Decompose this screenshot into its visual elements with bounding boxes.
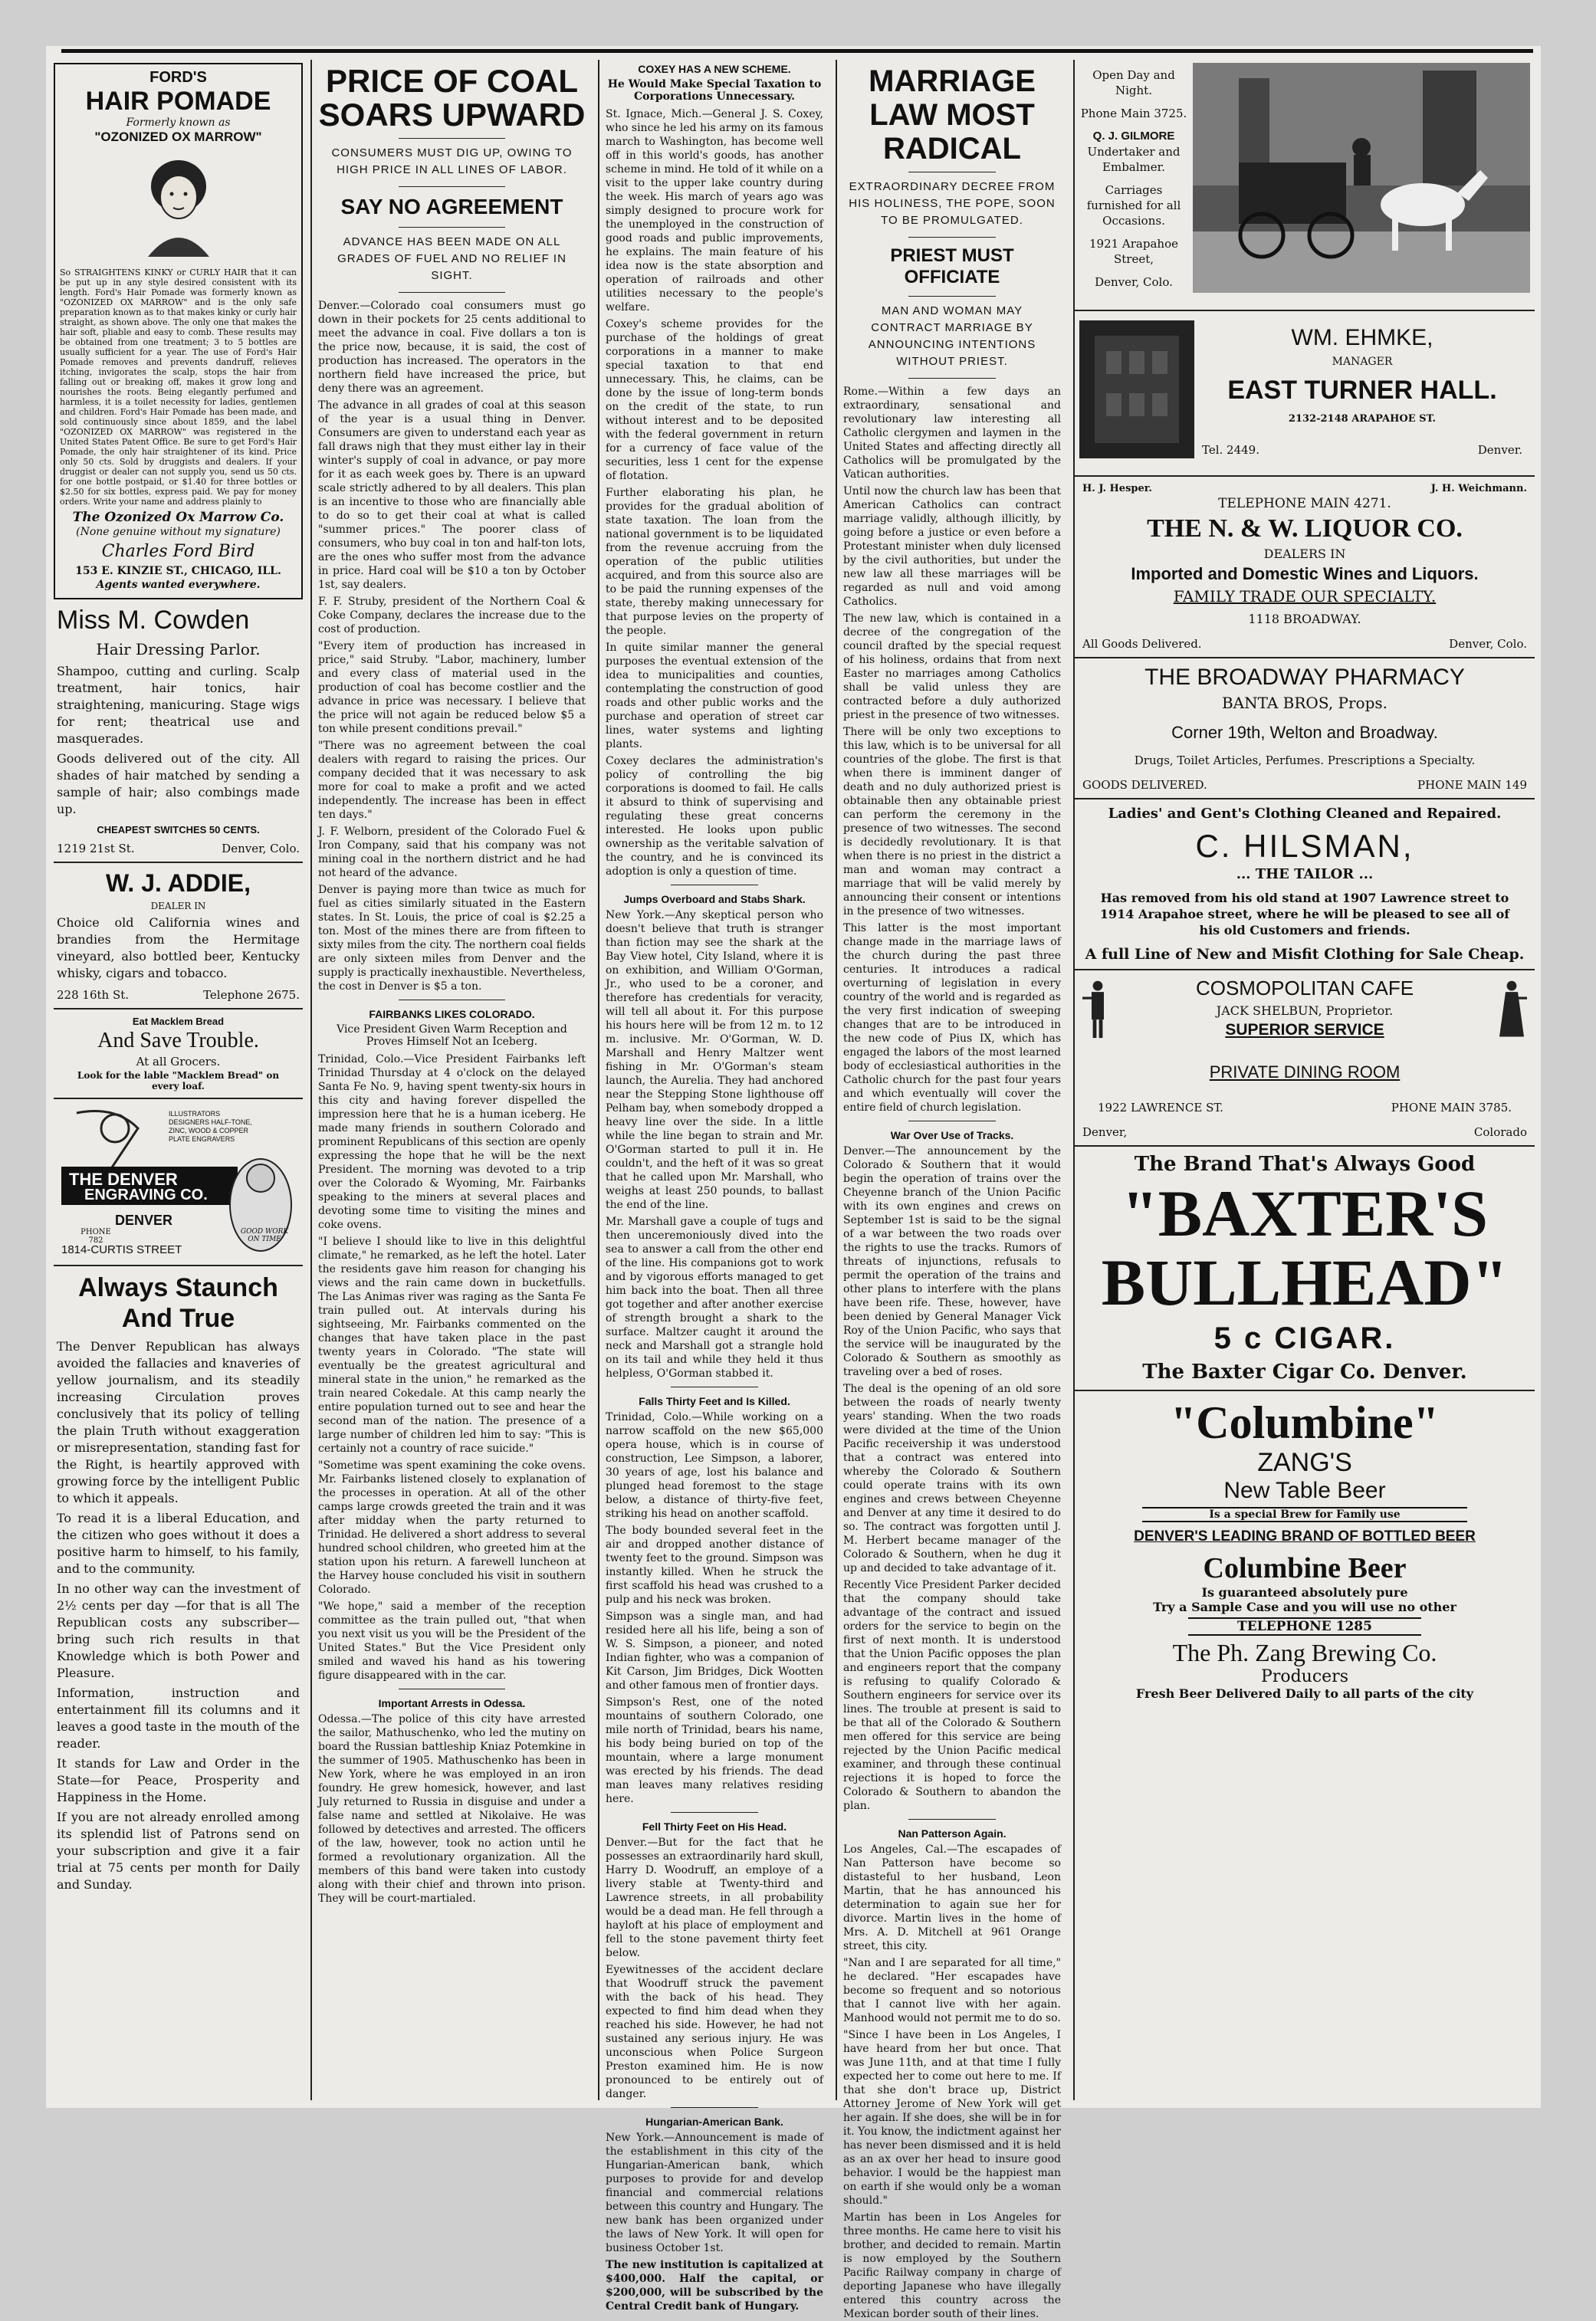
cafe-name: COSMOPOLITAN CAFE — [1195, 977, 1414, 1000]
liquor-delivered: All Goods Delivered. — [1082, 637, 1202, 651]
cowden-body-2: Goods delivered out of the city. All shades of hair matched by sending a sample of hair; also combings made up. — [57, 751, 300, 816]
liquor-dealers: DEALERS IN — [1263, 547, 1346, 561]
hilsman-top: Ladies' and Gent's Clothing Cleaned and Repaired. — [1108, 806, 1502, 822]
liquor-ad — [1075, 483, 1535, 651]
cafe-ad — [1075, 977, 1535, 1139]
nan-p1: Los Angeles, Cal.—The escapades of Nan Patterson have become so distasteful to her husband, Leon Martin, that he has announced his determination to again sue her for divorce. Martin lives in the home of Mrs. A. D. Mitchell at 961 Orange street, this city. — [843, 1843, 1061, 1952]
ford-hair-pomade-ad — [54, 63, 303, 599]
coal-headline-2: SAY NO AGREEMENT — [340, 195, 563, 218]
war-p2: The deal is the opening of an old sore between the roads of nearly twenty years' standing. When the two roads were divided at the time of the Union Pacific receivership it was understood that a contract was entered into whereby the Colorado & Southern could operate trains with its own engines and crews between Cheyenne and Denver at any time it desired to do so. The contract was forgotten until J. M. Herbert became manager of the Colorado & Southern, when he dug it up and decided to take advantage of it. — [843, 1383, 1061, 1574]
odessa-p1: Odessa.—The police of this city have arrested the sailor, Mathuschenko, who led the mutiny on board the Russian battleship Kniaz Potemkine in the summer of 1905. Mathuschenko has been in New York, where he was employed in an iron foundry. He grew homesick, however, and last July returned to Russia in disguise and under a false name and settled at Nikolaive. He was followed by detectives and arrested. The officers of the law, however, took no action until he formed a revolutionary organization. All the members of this band were taken into custody along with their chief and thrown into prison. They will be court-martialed. — [318, 1713, 586, 1905]
fairbanks-p2: "I believe I should like to live in this delightful climate," he remarked, as he left the hotel. Later the residents gave him reason for changing his views and the rain came down in bucketfulls. The Las Animas river was raging as the Santa Fe train pulled out. At intervals during his sightseeing, Mr. Fairbanks commented on the changes that have taken place in the past twenty years in Colorado. "The state will eventually be the greatest agricultural and mineral state in the union," he remarked as the train neared Cokedale. At this camp nearly the entire population turned out to see and hear the second man of the nation. The presence of a large number of children led him to say: "This is certainly not a country of race suicide." — [318, 1236, 586, 1455]
ford-signature: Charles Ford Bird — [101, 542, 255, 561]
baxter-name-1: "BAXTER'S — [1121, 1177, 1488, 1250]
cafe-city-row — [1082, 1125, 1527, 1139]
cafe-state: Colorado — [1473, 1125, 1527, 1139]
cafe-dining: PRIVATE DINING ROOM — [1209, 1062, 1401, 1082]
engraving-motto: GOOD WORK ON TIME — [240, 1228, 289, 1243]
baxter-ad — [1075, 1153, 1535, 1384]
fell-p1: Denver.—But for the fact that he possesses an extraordinarily hard skull, Harry D. Woodruff, an employe of a livery stable at Twenty-third and Lawrence streets, in all probability would be a dead man. He fell through a hayloft at his place of employment and fell to the stone pavement thirty feet below. — [606, 1837, 823, 1959]
cowden-cheapest: CHEAPEST SWITCHES 50 CENTS. — [97, 824, 260, 835]
odessa-headline: Important Arrests in Odessa. — [378, 1697, 526, 1709]
zang-columbine: Columbine Beer — [1203, 1552, 1407, 1584]
macklem-line-4: Look for the lable "Macklem Bread" on every loaf. — [77, 1070, 280, 1092]
engraving-phone: PHONE 782 — [80, 1228, 111, 1245]
coxey-p5: Coxey declares the administration's policy of controlling the big corporations is doomed to fail. He calls it absurd to think of supervising and regulating these great concerns interested. He looks upon public ownership as the veritable salvation of the country, and he is convinced its adoption is only a question of time. — [606, 755, 823, 878]
cafe-phone: PHONE MAIN 3785. — [1391, 1101, 1512, 1115]
coal-article — [312, 64, 592, 1906]
waiter-icon — [1082, 977, 1113, 1042]
liquor-wines: Imported and Domestic Wines and Liquors. — [1131, 564, 1479, 583]
staunch-p6: If you are not already enrolled among its splendid list of Patrons send on your subscription and give it a fair trial at 75 cents per month for Daily and Sunday. — [57, 1810, 300, 1892]
staunch-p1: The Denver Republican has always avoided the fallacies and knaveries of yellow journalism, and its steadily increasing Circulation proves conclusively that its policy of telling the plain Truth without exaggeration or misrepresentation, standing fast for the Right, is heartily approved with growing force by the intelligent Public to which it appeals. — [57, 1339, 300, 1505]
addie-phone: Telephone 2675. — [203, 988, 300, 1002]
liquor-footer-row — [1082, 637, 1527, 651]
fairbanks-p1: Trinidad, Colo.—Vice President Fairbanks left Trinidad Thursday at 4 o'clock on the delayed Santa Fe No. 9, having spent twenty-six hours in this city and having forever dispelled the impression here that he is a human iceberg. He made many friends in southern Colorado and prominent Republicans of this section are openly expressing the hope that he will be the next President. The morning was devoted to a trip over the Colorado & Wyoming, Mr. Fairbanks speaking to the miners at several places and devoting some time to visiting the mines and coke ovens. — [318, 1053, 586, 1231]
gilmore-ad — [1075, 60, 1535, 304]
ehmke-tel-row — [1194, 443, 1530, 457]
coxey-p4: In quite similar manner the general purposes the eventual extension of the idea to municipalities and counties, contemplating the construction of good roads and other public works and the purchase and operation of street car lines, water systems and lighting plants. — [606, 642, 823, 750]
zang-company: The Ph. Zang Brewing Co. — [1172, 1639, 1437, 1666]
nan-p2: "Nan and I are separated for all time," he declared. "Her escapades have become so frequent and so notorious that I cannot live with her again. Manhood would not permit me to do so. — [843, 1957, 1061, 2024]
gilmore-address: 1921 Arapahoe Street, — [1089, 237, 1178, 266]
coal-p4: "Every item of production has increased in price," said Struby. "Labor, machinery, lumber and every class of material used in the production of coal has become costlier and the advance in price was necessary. I believe that the price will not again be reduced below $5 a ton while present conditions prevail." — [318, 640, 586, 735]
coal-p6: J. F. Welborn, president of the Colorado Fuel & Iron Company, said that his company was not mining coal in the northern district and he had not heard of the advance. — [318, 826, 586, 879]
divider — [908, 1819, 996, 1820]
cowden-address-row — [57, 842, 300, 855]
denver-engraving-ad — [54, 1105, 303, 1259]
ford-title: HAIR POMADE — [85, 87, 271, 116]
marriage-article — [837, 64, 1067, 2321]
marriage-p3: The new law, which is contained in a decree of the congregation of the council drafted by the special request of his holiness, ordains that from next Easter no marriages among Catholics shall be valid unless they are contracted before a duly authorized priest in the presence of two witnesses. — [843, 612, 1061, 721]
cowden-ad — [54, 606, 303, 855]
waitress-icon — [1496, 977, 1527, 1042]
liquor-phone: TELEPHONE MAIN 4271. — [1218, 496, 1391, 511]
coal-p2: The advance in all grades of coal at this season of the year is a usual thing in Denver. Consumers are given to understand each year as fall draws nigh that they must either lay in their winter's supply of coal in advance, or pay more for it as each week goes by. There is an upward scale strictly adhered to by all dealers. This plan is an incentive to those who are financially able to do so to get their coal at what is called "summer prices." The poorer class of consumers, who buy coal in ton and half-ton lots, are the ones who suffer most from the advance in price. Hard coal will be $10 a ton by October 1st, say dealers. — [318, 399, 586, 591]
turner-hall-photo-icon — [1079, 320, 1194, 458]
ford-company: The Ozonized Ox Marrow Co. — [72, 510, 284, 525]
fairbanks-p3: "Sometime was spent examining the coke ovens. Mr. Fairbanks listened closely to explanation of the processes in operation. At all of the other camps large crowds greeted the train and it was after midday when the party returned to Trinidad. He delivered a short address to several hundred school children, who greeted him at the station upon his return. A farewell luncheon at the Harvey house concluded his visit in southern Colorado. — [318, 1459, 586, 1596]
coal-deck-1: CONSUMERS MUST DIG UP, OWING TO HIGH PRICE IN ALL LINES OF LABOR. — [331, 146, 573, 176]
jump-p1: New York.—Any skeptical person who doesn't believe that truth is stranger than fiction may see the shark at the Bay View hotel, City Island, where it is on exhibition, and William O'Gorman, Jr., who used to be a coroner, and therefore has credentials for veracity, will tell all about it. For this purpose his hours here will be from 12 m. to 12 m. inclusive. Mr. O'Gorman, W. D. Marshall and Henry Maltzer went fishing in Mr. O'Gorman's steam launch, the Aurelia. They had anchored near the Stepping Stone lighthouse off Pelham bay, when somebody dropped a heavy line over the side. In a little while the line began to strain and Mr. O'Gorman started to pull it in. He couldn't, and the heft of it was so great that he called upon Mr. Marshall, who weighs at least 250 pounds, to ballast the end of the line. — [606, 909, 823, 1211]
addie-ad — [54, 869, 303, 1002]
coal-p3: F. F. Struby, president of the Northern Coal & Coke Company, declares the increase due to the cost of production. — [318, 596, 586, 635]
liquor-names-row — [1082, 483, 1527, 494]
liquor-left-name: H. J. Hesper. — [1082, 483, 1152, 494]
ford-title-small: FORD'S — [149, 69, 207, 86]
pharmacy-goods: Drugs, Toilet Articles, Perfumes. Prescriptions a Specialty. — [1134, 753, 1476, 767]
hilsman-tailor: ... THE TAILOR ... — [1236, 866, 1374, 882]
coxey-p3: Further elaborating his plan, he provides for the gradual abolition of state taxation. The loan from the national government is to be liquidated from the revenue accruing from the operation of the public utilities acquired, and from this source also are to be paid the running expenses of the state, thereby making unnecessary for that purpose levies on the property of the people. — [606, 487, 823, 637]
fell-headline: Fell Thirty Feet on His Head. — [642, 1820, 787, 1833]
ford-agents: Agents wanted everywhere. — [96, 579, 261, 591]
divider — [54, 1008, 303, 1009]
staunch-p2: To read it is a liberal Education, and the citizen who goes without it does a positive harm to himself, to his family, and to the community. — [57, 1511, 300, 1576]
divider — [54, 1265, 303, 1266]
zang-telephone: TELEPHONE 1285 — [1188, 1617, 1421, 1636]
coal-p1: Denver.—Colorado coal consumers must go down in their pockets for 25 cents additional to meet the advance in coal. Five dollars a ton is the price now, because, it is said, the cost of production has increased. The operators in the northern field have increased the price, but deny there was an agreement. — [318, 300, 586, 395]
coxey-headline: COXEY HAS A NEW SCHEME. — [638, 63, 791, 75]
war-headline: War Over Use of Tracks. — [890, 1129, 1014, 1141]
gilmore-open: Open Day and Night. — [1092, 68, 1175, 97]
macklem-line-1: Eat Macklem Bread — [132, 1016, 225, 1027]
ehmke-city: Denver. — [1477, 443, 1522, 457]
zang-try: Try a Sample Case and you will use no other — [1153, 1600, 1456, 1614]
ehmke-hall: EAST TURNER HALL. — [1227, 376, 1497, 405]
falls-p3: Simpson was a single man, and had resided here all his life, being a son of W. S. Simpson, a pioneer, and noted Indian fighter, who was a companion of Kit Carson, Jim Bridges, Dick Wootten and other famous men of frontier days. — [606, 1610, 823, 1692]
ford-subtitle-2: "OZONIZED OX MARROW" — [94, 130, 262, 144]
hearse-carriage-photo-icon — [1193, 63, 1530, 293]
falls-headline: Falls Thirty Feet and Is Killed. — [639, 1395, 790, 1407]
coal-p5: "There was no agreement between the coal dealers with regard to raising the prices. Our company decided that it was necessary to ask more for coal to make a profit and we acted independently. The increase has been in effect ten days." — [318, 740, 586, 821]
engraving-name-2: ENGRAVING CO. — [84, 1187, 208, 1203]
baxter-name-2: BULLHEAD" — [1101, 1246, 1509, 1319]
macklem-line-2: And Save Trouble. — [97, 1029, 259, 1052]
divider — [1075, 1145, 1535, 1147]
addie-address-row — [57, 988, 300, 1002]
cafe-address: 1922 LAWRENCE ST. — [1098, 1101, 1223, 1115]
marriage-headline: MARRIAGE LAW MOST RADICAL — [869, 64, 1036, 166]
ehmke-tel: Tel. 2449. — [1202, 443, 1259, 457]
marriage-p1: Rome.—Within a few days an extraordinary, sensational and revolutionary law interesting all Catholic clergymen and laymen in the United States and affecting directly all Catholics will be promulgated by the Vatican authorities. — [843, 386, 1061, 481]
divider — [399, 186, 506, 187]
liquor-name: THE N. & W. LIQUOR CO. — [1147, 514, 1463, 543]
cowden-name: Miss M. Cowden — [57, 606, 250, 635]
hilsman-ad — [1075, 806, 1535, 963]
liquor-city: Denver, Colo. — [1449, 637, 1527, 651]
staunch-p4: Information, instruction and entertainment fill its columns and it leaves a good taste in the mouth of the reader. — [57, 1686, 300, 1751]
ehmke-manager: MANAGER — [1332, 356, 1393, 368]
zang-producers: Producers — [1261, 1667, 1348, 1686]
pharmacy-corner: Corner 19th, Welton and Broadway. — [1171, 723, 1438, 742]
column-4 — [836, 60, 1067, 2320]
fairbanks-p4: "We hope," said a member of the reception committee as the train pulled out, "that when you next visit us you will be the President of the United States." But the Vice President only smiled and waved his hand as his towering figure disappeared with in the car. — [318, 1600, 586, 1682]
zang-leading: DENVER'S LEADING BRAND OF BOTTLED BEER — [1134, 1528, 1476, 1545]
pharmacy-name: THE BROADWAY PHARMACY — [1144, 665, 1465, 690]
cafe-address-row — [1082, 1101, 1527, 1115]
zang-special: Is a special Brew for Family use — [1142, 1507, 1467, 1522]
falls-p1: Trinidad, Colo.—While working on a narrow scaffold on the new $65,000 opera house, which is in course of construction, Lee Simpson, a laborer, 30 years of age, lost his balance and plunged head foremost to the stage below, a distance of thirty-five feet, striking his head on another scaffold. — [606, 1411, 823, 1520]
ford-subtitle: Formerly known as — [126, 117, 231, 129]
zang-pure: Is guaranteed absolutely pure — [1201, 1585, 1408, 1600]
ford-body: So STRAIGHTENS KINKY or CURLY HAIR that it can be put up in any style desired consistent with its length. Ford's Hair Pomade was formerly known as "OZONIZED OX MARROW" and is the only safe preparation known as to that makes kinky or curly hair straight, as shown above. The only one that makes the hair soft, pliable and easy to comb. These results may be obtained from one treatment; 3 to 5 bottles are usually sufficient for a year. The use of Ford's Hair Pomade removes and prevents dandruff, relieves itching, invigorates the scalp, stops the hair from falling out or breaking off, makes it grow long and nourishes the roots. Being elegantly perfumed and harmless, it is a toilet necessity for ladies, gentlemen and children. Ford's Hair Pomade has been made, and sold continuously since about 1859, and the label "OZONIZED OX MARROW" was registered in the United States Patent Office. Be sure to get Ford's Hair Pomade, the only hair straightener of its kind. Price only 50 cts. Sold by druggists and dealers. If your druggist or dealer can not supply you, send us 50 cts. for one bottle postpaid, or $1.40 for three bottles or $2.50 for six bottles, express paid. We pay for money orders. Write your name and address plainly to — [60, 268, 297, 507]
jump-p2: Mr. Marshall gave a couple of tugs and then unceremoniously dived into the sea to answer a call from the other end of the line. His companions got to work and by vigorous efforts managed to get him back into the boat. Then all three got together and after another exercise of strength brought a shark to the surface. Maltzer caught it around the neck and Marshall got a strangle hold on its tail and while they held it thus helpless, O'Gorman stabbed it. — [606, 1216, 823, 1380]
cafe-prop: JACK SHELBUN, Proprietor. — [1216, 1003, 1394, 1018]
always-staunch — [54, 1272, 303, 1893]
zang-zangs: ZANG'S — [1257, 1448, 1352, 1477]
zang-title: "Columbine" — [1170, 1397, 1439, 1448]
hungarian-p2: The new institution is capitalized at $400,000. Half the capital, or $200,000, will be subscribed by the Central Credit bank of Hungary. — [606, 2259, 823, 2313]
marriage-p4: There will be only two exceptions to this law, which is to be universal for all countries of the globe. The first is that when there is imminent danger of death and no duly authorized priest is obtainable then any obtainable priest can perform the ceremony in the presence of two witnesses. The second is decidedly revolutionary. It is that when there is no priest in the district a man and woman may contract a marriage that will be valid merely by announcing their consent or intentions in the presence of two witnesses. — [843, 726, 1061, 918]
hungarian-p1: New York.—Announcement is made of the establishment in this city of the Hungarian-American bank, which purposes to provide for and develop financial and commercial relations between this country and Hungary. The new bank has been organized under the laws of New York. It will open for business October 1st. — [606, 2132, 823, 2254]
pharmacy-delivered: GOODS DELIVERED. — [1082, 778, 1207, 792]
newspaper-page — [46, 46, 1541, 2320]
marriage-headline-2: PRIEST MUST OFFICIATE — [890, 245, 1014, 287]
divider — [1075, 475, 1535, 477]
gilmore-title: Undertaker and Embalmer. — [1087, 145, 1181, 174]
ehmke-text — [1194, 320, 1530, 466]
marriage-p5: This latter is the most important change made in the marriage laws of the church during the past three centuries. It introduces a radical overturning of legislation in every country of the world and is regarded as the very first indication of sweeping changes that are to be introduced in the new code of Pius IX, which has engaged the labors of the most learned body of ecclesiastical authorities in the Catholic church for the past four years and which eventually will cover the entire field of church legislation. — [843, 922, 1061, 1114]
war-p1: Denver.—The announcement by the Colorado & Southern that it would begin the operation of trains over the Cheyenne branch of the Union Pacific with its own engines and crews on September 1st is said to be the signal of a war between the two roads over the rights to use the tracks. Rumors of threats of injunctions, refusals to permit the operation of the trains and other plans to interfere with the plans have been rife. These, however, have been denied by General Manager Vick Roy of the Union Pacific, who says that the service will be inaugurated by the Colorado & Southern as smoothly as traveling over a bed of roses. — [843, 1145, 1061, 1378]
column-3 — [598, 60, 829, 2313]
gilmore-text — [1079, 63, 1188, 300]
cowden-address: 1219 21st St. — [57, 842, 135, 855]
falls-p2: The body bounded several feet in the air and dropped another distance of twenty feet to the ground. Simpson was instantly killed. When he struck the first scaffold his head was crushed to a pulp and his neck was broken. — [606, 1525, 823, 1606]
coxey-article — [599, 63, 829, 2313]
staunch-p5: It stands for Law and Order in the State—for Peace, Prosperity and Happiness in the Home. — [57, 1756, 300, 1804]
coxey-p2: Coxey's scheme provides for the purchase of the holdings of great corporations in a manner to make special taxation to that end unnecessary. This, he claims, can be done by the issue of long-term bonds on the credit of the state, to run without interest and to be deposited with the federal government in return for a currency of face value of the securities, less 1 cent for the expense of flotation. — [606, 318, 823, 482]
fairbanks-headline: FAIRBANKS LIKES COLORADO. — [369, 1008, 535, 1020]
coxey-p1: St. Ignace, Mich.—General J. S. Coxey, who since he led his army on its famous march to Washington, has become well off in this world's goods, has another scheme in mind. He told of it while on a visit to the upper lake country during the week. His march of years ago was simply designed to procure work for the unemployed in the construction of good roads and public improvements, he explains. The main feature of his idea now is the state absorption and operation of railroads and other utilities necessary to the people's welfare. — [606, 108, 823, 314]
ford-address: 153 E. KINZIE ST., CHICAGO, ILL. — [75, 565, 281, 577]
engraving-city: DENVER — [115, 1213, 173, 1228]
hilsman-bottom: A full Line of New and Misfit Clothing for Sale Cheap. — [1085, 946, 1525, 963]
addie-body: Choice old California wines and brandies from the Hermitage vineyard, also bottled beer, Kentucky whisky, cigars and tobacco. — [57, 915, 300, 980]
cafe-city: Denver, — [1082, 1125, 1128, 1139]
baxter-company: The Baxter Cigar Co. Denver. — [1142, 1361, 1467, 1384]
nan-headline: Nan Patterson Again. — [898, 1827, 1007, 1840]
marriage-deck-2: MAN AND WOMAN MAY CONTRACT MARRIAGE BY ANNOUNCING INTENTIONS WITHOUT PRIEST. — [868, 304, 1036, 368]
pharmacy-footer-row — [1082, 778, 1527, 792]
divider — [908, 237, 996, 238]
zang-ad — [1075, 1397, 1535, 1701]
pharmacy-phone: PHONE MAIN 149 — [1417, 778, 1527, 792]
falls-p4: Simpson's Rest, one of the noted mountains of southern Colorado, one mile north of Trinidad, bears his name, his body being buried on top of the mountain, where a large monument was erected by his friends. The dead man leaves many relatives residing here. — [606, 1696, 823, 1805]
macklem-ad — [54, 1016, 303, 1092]
column-5 — [1073, 60, 1535, 2100]
war-p3: Recently Vice President Parker decided that the company should take advantage of the contract and issued orders for the service to begin on the first of next month. It is understood that the Union Pacific opposes the plan and engineers report that the company is refusing to qualify Colorado & Southern engineers for service over its lines. The trouble at present is said to be that all of the Colorado & Southern men offered for this service are being rejected by the Union Pacific medical examiner, and through these continual rejections it is hoped to force the Colorado & Southern to abandon the plan. — [843, 1579, 1061, 1812]
divider — [399, 138, 506, 139]
pharmacy-ad — [1075, 665, 1535, 792]
column-1 — [54, 60, 303, 2100]
zang-table: New Table Beer — [1223, 1478, 1386, 1503]
hungarian-headline: Hungarian-American Bank. — [645, 2116, 783, 2128]
jump-headline: Jumps Overboard and Stabs Shark. — [623, 893, 806, 905]
column-2 — [310, 60, 592, 2100]
coxey-subhead: He Would Make Special Taxation to Corporations Unnecessary. — [607, 78, 822, 103]
cowden-city: Denver, Colo. — [222, 842, 300, 855]
fell-p2: Eyewitnesses of the accident declare that Woodruff struck the pavement with the back of his head. They expected to find him dead when they reached his side. However, he had not sustained any serious injury. He was unconscious when Police Surgeon Preston examined him. He is now pronounced to be entirely out of danger. — [606, 1964, 823, 2100]
gilmore-carriages: Carriages furnished for all Occasions. — [1086, 183, 1181, 228]
divider — [54, 862, 303, 863]
addie-name: W. J. ADDIE, — [105, 869, 251, 897]
coal-p7: Denver is paying more than twice as much for fuel as cities similarly situated in the Eastern states. In St. Louis, the price of coal is $2.25 a ton. Most of the mines there are from fifteen to sixty miles from the city. The northern coal fields are only sixteen miles from Denver and the supply is practically inexhaustible. Nevertheless, the cost in Denver is $5 a ton. — [318, 884, 586, 993]
macklem-line-3: At all Grocers. — [136, 1055, 221, 1069]
nan-p4: Martin has been in Los Angeles for three months. He came here to visit his brother, and decided to remain. Martin is now employed by the Southern Pacific Railway company in charge of deporting Japanese who have illegally entered this country across the Mexican border south of their lines. — [843, 2211, 1061, 2320]
staunch-title: Always Staunch And True — [78, 1273, 278, 1333]
cafe-service: SUPERIOR SERVICE — [1225, 1021, 1384, 1039]
gilmore-city: Denver, Colo. — [1095, 275, 1173, 289]
ehmke-address: 2132-2148 ARAPAHOE ST. — [1288, 413, 1437, 425]
ehmke-ad — [1075, 317, 1535, 469]
divider — [1075, 310, 1535, 311]
divider — [1075, 798, 1535, 799]
divider — [671, 2107, 758, 2108]
gilmore-name: Q. J. GILMORE — [1092, 130, 1175, 143]
liquor-family: FAMILY TRADE OUR SPECIALTY. — [1173, 587, 1437, 606]
divider — [399, 292, 506, 293]
divider — [54, 1098, 303, 1099]
addie-dealer: DEALER IN — [150, 901, 206, 911]
hilsman-name: C. HILSMAN, — [1195, 828, 1414, 864]
liquor-address: 1118 BROADWAY. — [1248, 612, 1361, 626]
ford-note: (None genuine without my signature) — [76, 526, 281, 538]
divider — [671, 1812, 758, 1813]
marriage-deck-1: EXTRAORDINARY DECREE FROM HIS HOLINESS, THE POPE, SOON TO BE PROMULGATED. — [849, 180, 1056, 227]
baxter-top: The Brand That's Always Good — [1134, 1153, 1476, 1176]
hilsman-body: Has removed from his old stand at 1907 Lawrence street to 1914 Arapahoe street, where he will be pleased to see all of his old Customers and friends. — [1099, 891, 1510, 937]
top-rule — [61, 49, 1533, 53]
zang-fresh: Fresh Beer Delivered Daily to all parts of the city — [1135, 1686, 1474, 1701]
marriage-p2: Until now the church law has been that American Catholics can contract marriage validly, although illicitly, by going before a justice or even before a Protestant minister when duly licensed by the civil authorities, but under the new law all these marriages will be regarded as null and void among Catholics. — [843, 485, 1061, 608]
engraving-services: ILLUSTRATORS DESIGNERS HALF-TONE, ZINC, WOOD & COPPER PLATE ENGRAVERS — [169, 1110, 252, 1143]
fairbanks-subhead: Vice President Given Warm Reception and Proves Himself Not an Iceberg. — [337, 1023, 567, 1048]
ehmke-name: WM. EHMKE, — [1291, 325, 1433, 350]
engraving-address: 1814-CURTIS STREET — [61, 1243, 182, 1256]
liquor-right-name: J. H. Weichmann. — [1430, 483, 1527, 494]
staunch-p3: In no other way can the investment of 2½ cents per day —for that is all The Republican costs any subscriber—bring such rich results in that Knowledge which is both Power and Pleasure. — [57, 1581, 300, 1680]
divider — [908, 296, 996, 297]
baxter-cigar: 5 c CIGAR. — [1213, 1321, 1396, 1355]
addie-address: 228 16th St. — [57, 988, 130, 1002]
woman-portrait-icon — [133, 149, 225, 257]
divider — [1075, 969, 1535, 970]
cowden-body: Shampoo, cutting and curling. Scalp treatment, hair tonics, hair straightening, manicuring. Stage wigs for rent; theatrical use and masquerades. — [57, 664, 300, 746]
engraving-name-1: THE DENVER — [69, 1170, 178, 1189]
divider — [1075, 657, 1535, 658]
divider — [908, 378, 996, 379]
gilmore-phone: Phone Main 3725. — [1080, 107, 1187, 120]
cowden-title: Hair Dressing Parlor. — [96, 640, 261, 658]
divider — [399, 227, 506, 228]
coal-headline: PRICE OF COAL SOARS UPWARD — [318, 63, 586, 133]
divider — [1075, 1390, 1535, 1391]
coal-deck-2: ADVANCE HAS BEEN MADE ON ALL GRADES OF FUEL AND NO RELIEF IN SIGHT. — [337, 235, 566, 282]
pharmacy-props: BANTA BROS, Props. — [1221, 694, 1388, 712]
nan-p3: "Since I have been in Los Angeles, I have heard from her but once. That was June 11th, and at that time I fully expected her to come out here to me. If that she don't brace up, District Attorney Jerome of New York will get her again. If she does, she will be in for it. You know, the indictment against her has never been dismissed and it is held as an ax over her head to insure good behavior. I would be the happiest man on earth if she would only be a woman should." — [843, 2029, 1061, 2207]
